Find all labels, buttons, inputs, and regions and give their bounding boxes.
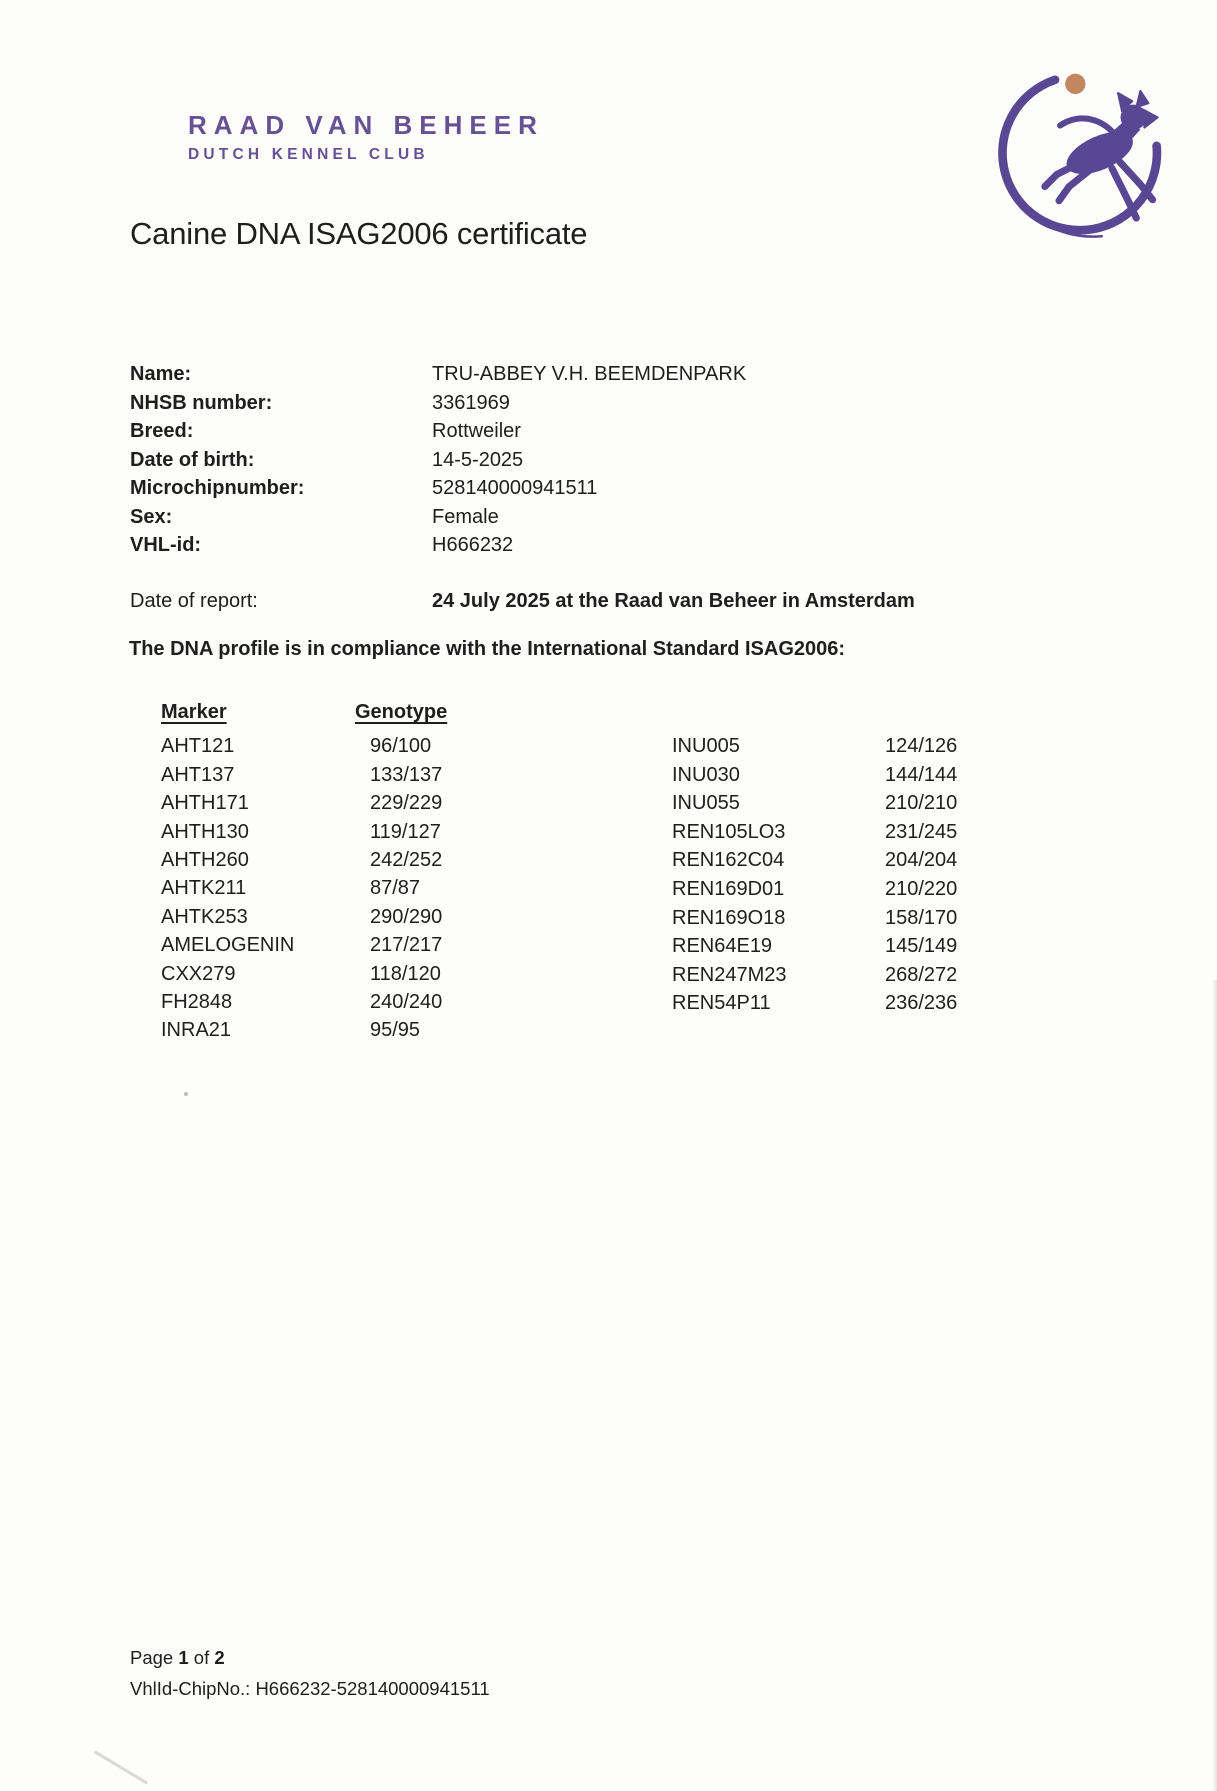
genotype-cell: 124/126 [885, 735, 958, 757]
genotype-cell: 96/100 [370, 735, 432, 758]
info-row-sex [130, 503, 746, 532]
table-row [672, 932, 957, 961]
logo-ball-icon [1065, 74, 1085, 94]
compliance-statement: The DNA profile is in compliance with the International Standard ISAG2006: [129, 638, 846, 660]
genotype-cell: 240/240 [370, 991, 443, 1014]
marker-table-left [161, 698, 447, 1045]
marker-cell: AHTK253 [161, 905, 248, 928]
marker-cell: REN105LO3 [672, 820, 786, 843]
table-row [672, 761, 957, 790]
table-row [161, 818, 447, 846]
table-row [672, 732, 957, 761]
vhlid-chipno-reference: VhlId-ChipNo.: H666232-528140000941511 [130, 1678, 490, 1699]
marker-cell: REN162C04 [672, 849, 785, 872]
marker-column-header: Marker [161, 701, 227, 723]
field-label: Name: [130, 363, 192, 385]
genotype-column-header: Genotype [355, 701, 448, 723]
field-label: VHL-id: [130, 534, 202, 556]
info-row-vhl-id [130, 531, 746, 560]
brand-wordmark: RAAD VAN BEHEER [188, 110, 544, 140]
table-row [672, 846, 957, 875]
table-row [161, 732, 447, 760]
info-row-breed [130, 417, 746, 446]
genotype-cell: 87/87 [370, 877, 421, 900]
table-row [161, 874, 447, 902]
table-row [161, 1016, 447, 1044]
genotype-cell: 242/252 [370, 849, 443, 872]
table-row [161, 789, 447, 817]
genotype-cell: 133/137 [370, 763, 443, 786]
table-row [161, 931, 447, 959]
table-row [161, 846, 447, 874]
genotype-cell: 118/120 [370, 962, 441, 985]
table-row [161, 903, 447, 931]
info-row-microchip [130, 474, 746, 503]
marker-table-header [161, 698, 447, 726]
marker-cell: AHTH130 [161, 820, 249, 843]
field-label: Breed: [130, 420, 194, 442]
page-number: 1 [178, 1647, 189, 1668]
brand-block [188, 110, 544, 164]
scan-artifact-corner [94, 1750, 149, 1785]
date-of-report-row [130, 590, 915, 613]
genotype-cell: 217/217 [370, 934, 443, 957]
marker-cell: REN247M23 [672, 963, 787, 986]
marker-cell: AHTK211 [161, 877, 247, 900]
marker-cell: AHTH171 [161, 792, 249, 815]
kennel-club-logo [992, 64, 1180, 248]
info-row-name [130, 360, 746, 389]
genotype-cell: 158/170 [885, 906, 958, 929]
genotype-cell: 95/95 [370, 1019, 421, 1042]
marker-cell: INU005 [672, 735, 740, 757]
table-row [161, 761, 447, 789]
genotype-cell: 119/127 [370, 820, 441, 843]
date-of-report-label: Date of report: [130, 590, 258, 612]
marker-cell: CXX279 [161, 962, 236, 985]
table-row [672, 904, 957, 933]
genotype-cell: 204/204 [885, 849, 958, 872]
field-value: 3361969 [432, 391, 510, 414]
genotype-cell: 290/290 [370, 905, 443, 928]
marker-cell: INU055 [672, 792, 740, 815]
marker-table-right [672, 732, 957, 1018]
marker-cell: AHTH260 [161, 849, 249, 872]
marker-cell: AHT121 [161, 735, 235, 758]
table-row [161, 960, 447, 988]
marker-cell: AHT137 [161, 763, 235, 786]
scan-artifact-right-edge [1212, 980, 1217, 1791]
marker-cell: INRA21 [161, 1019, 232, 1042]
genotype-cell: 231/245 [885, 820, 958, 843]
field-value: 528140000941511 [432, 477, 598, 499]
marker-cell: INU030 [672, 763, 740, 786]
page-total: 2 [214, 1647, 225, 1668]
page-word: Page [130, 1647, 174, 1668]
genotype-cell: 268/272 [885, 963, 958, 986]
marker-cell: AMELOGENIN [161, 934, 295, 957]
page-indicator [130, 1642, 490, 1673]
table-row [672, 818, 957, 847]
page-title: Canine DNA ISAG2006 certificate [130, 216, 588, 251]
field-value: 14-5-2025 [432, 448, 524, 471]
field-label: Microchipnumber: [130, 477, 305, 499]
field-value: Female [432, 505, 499, 528]
marker-cell: REN54P11 [672, 992, 771, 1015]
genotype-cell: 229/229 [370, 792, 443, 815]
info-row-birthdate [130, 446, 746, 475]
genotype-cell: 145/149 [885, 935, 958, 958]
marker-cell: REN64E19 [672, 935, 773, 958]
field-label: Date of birth: [130, 448, 255, 471]
table-row [672, 875, 957, 904]
info-row-nhsb [130, 389, 746, 418]
field-value: TRU-ABBEY V.H. BEEMDENPARK [432, 363, 747, 385]
page-footer [130, 1642, 490, 1704]
field-label: Sex: [130, 505, 173, 528]
marker-cell: REN169O18 [672, 906, 786, 929]
marker-cell: FH2848 [161, 991, 233, 1014]
brand-subtitle: DUTCH KENNEL CLUB [188, 146, 429, 163]
genotype-cell: 210/210 [885, 792, 958, 815]
date-of-report-value: 24 July 2025 at the Raad van Beheer in Amsterdam [432, 590, 915, 612]
field-value: H666232 [432, 534, 514, 556]
genotype-cell: 236/236 [885, 992, 958, 1015]
genotype-cell: 144/144 [885, 763, 958, 786]
subject-info [130, 360, 746, 560]
scan-artifact-speck [184, 1092, 188, 1096]
table-row [672, 961, 957, 990]
table-row [672, 989, 957, 1018]
field-value: Rottweiler [432, 420, 521, 442]
genotype-cell: 210/220 [885, 877, 958, 900]
table-row [161, 988, 447, 1016]
of-word: of [193, 1647, 210, 1668]
marker-cell: REN169D01 [672, 877, 785, 900]
table-row [672, 789, 957, 818]
field-label: NHSB number: [130, 391, 273, 414]
